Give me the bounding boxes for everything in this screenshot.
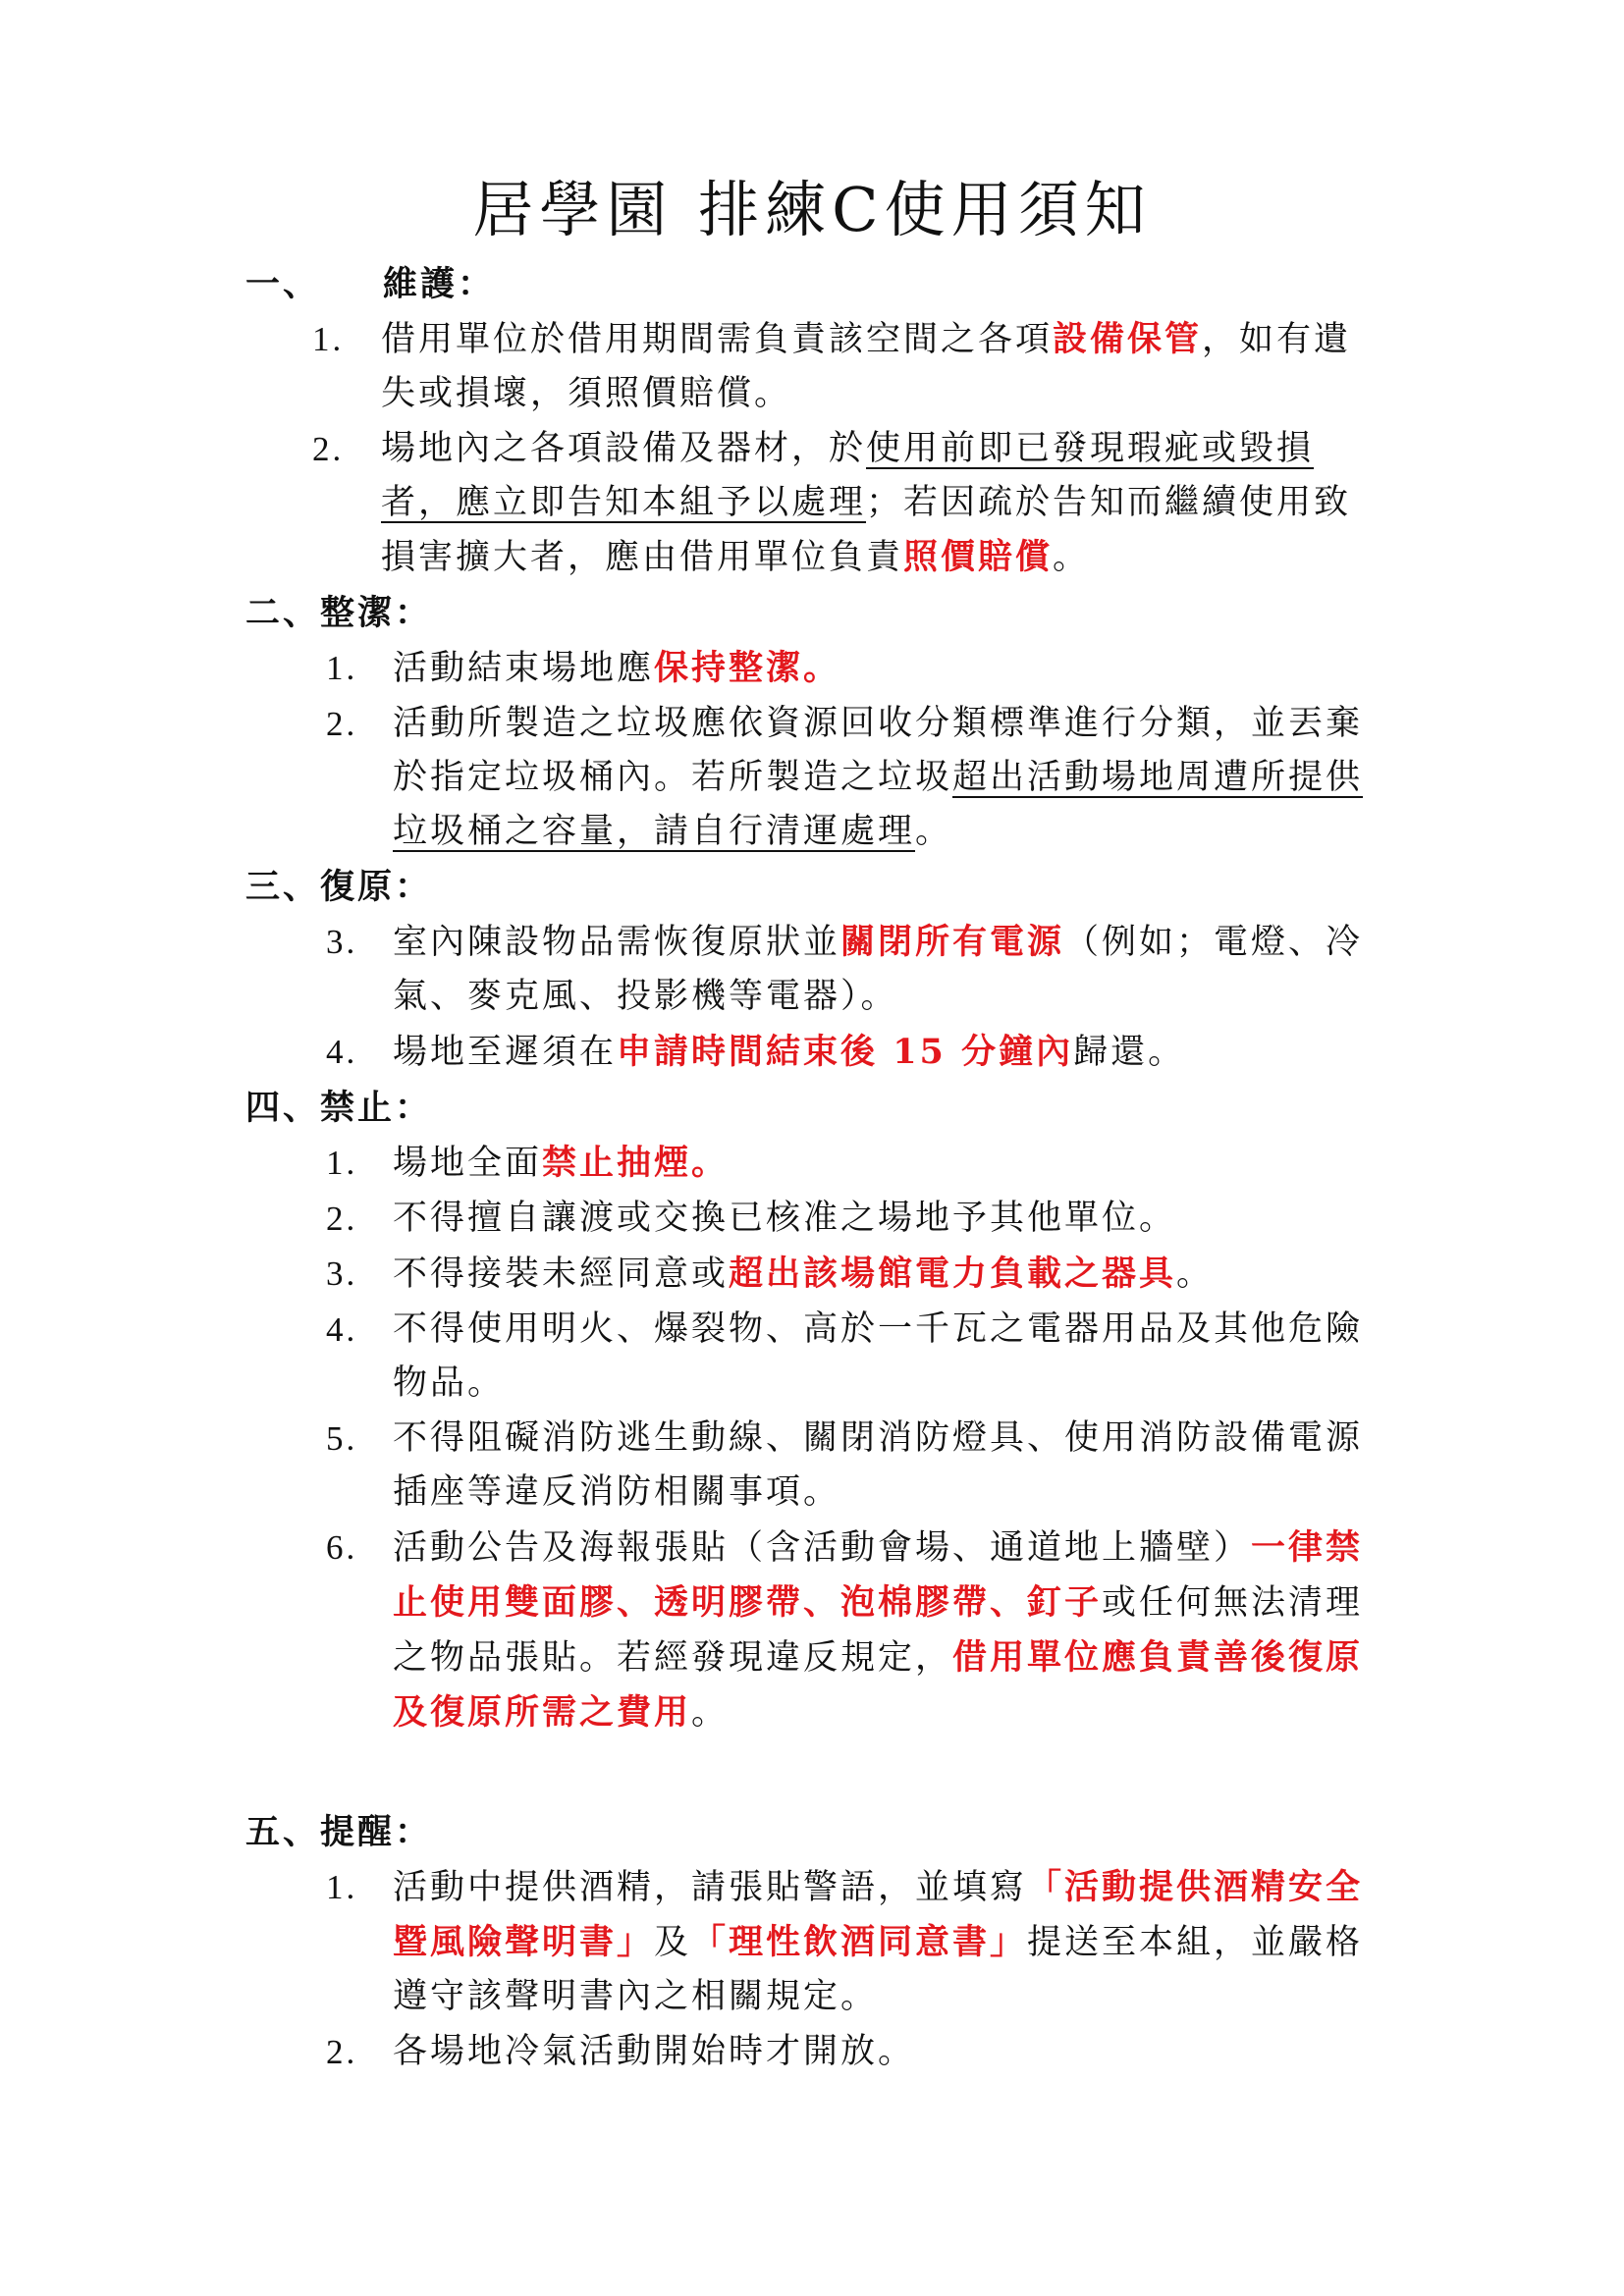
text-run: 。 [915,812,953,851]
text-run: 歸還。 [1073,1033,1186,1072]
list-item [245,1025,1384,1080]
text-run: 或任何無法清理之物品張貼。若經發現違反規定， [393,1583,1364,1678]
text-run: 場地至遲須在 [393,1033,618,1072]
text-run: 室內陳設物品需恢復原狀並 [393,923,841,962]
list-item [245,2025,1384,2079]
text-run: 活動中提供酒精，請張貼警語，並填寫 [393,1868,1028,1907]
item-text [393,649,840,688]
document-body [245,257,1384,2080]
section-reminders [245,1805,1384,2079]
list-item [245,422,1384,585]
item-number: 2. [312,430,345,468]
emphasis-text: 「活動提供酒精安全暨風險聲明書」 [393,1867,1364,1962]
item-number: 1. [326,649,358,687]
item-text [393,1199,1176,1238]
section-heading [245,586,1384,640]
section-title: 維護： [383,264,496,304]
item-text [393,1255,1214,1294]
item-text [393,1418,1363,1512]
text-run: 活動所製造之垃圾應依資源回收分類標準進行分類，並丟棄於指定垃圾桶內。若所製造之垃圾 [393,704,1364,797]
list-item [245,1192,1384,1246]
item-number: 2. [326,705,358,743]
list-item [245,1521,1384,1740]
emphasis-text: 超出該場館電力負載之器具 [729,1254,1177,1294]
section-heading [245,1081,1384,1135]
text-run: 。 [1053,538,1091,577]
text-run: 不得阻礙消防逃生動線、關閉消防燈具、使用消防設備電源插座等違反消防相關事項。 [393,1418,1364,1512]
item-text [393,704,1363,851]
text-run: 不得接裝未經同意或 [393,1255,730,1294]
section-number: 三、 [245,867,321,907]
text-run: 提送至本組，並嚴格遵守該聲明書內之相關規定。 [393,1923,1364,2016]
section-spacer [245,1741,1384,1805]
item-number: 4. [326,1033,358,1071]
section-heading [245,257,1384,311]
list-item [245,1303,1384,1411]
item-number: 1. [326,1868,358,1906]
section-maintenance [245,257,1384,585]
section-number: 二、 [245,593,321,633]
text-run: 及 [654,1923,692,1962]
emphasis-text: 申請時間結束後 15 分鐘內 [617,1032,1074,1072]
item-number: 6. [326,1528,358,1567]
text-run: 活動公告及海報張貼（含活動會場、通道地上牆壁） [393,1528,1252,1568]
emphasis-text: 照價賠償 [903,537,1054,577]
underlined-text: 使用前即已發現瑕疵或毀損者，應立即告知本組予以處理 [381,429,1315,522]
underlined-text: 超出活動場地周遭所提供垃圾桶之容量，請自行清運處理 [393,758,1364,851]
emphasis-text: 一律禁止使用雙面膠、透明膠帶、泡棉膠帶、釘子 [393,1527,1364,1623]
list-item [245,1136,1384,1191]
text-run: 各場地冷氣活動開始時才開放。 [393,2032,916,2071]
item-text [393,2032,915,2071]
text-run: ；若因疏於告知而繼續使用致損害擴大者，應由借用單位負責 [381,483,1352,577]
text-run: （例如；電燈、冷氣、麥克風、投影機等電器）。 [393,923,1364,1016]
text-run: 。 [691,1693,730,1733]
text-run: 活動結束場地應 [393,649,655,688]
list-item [245,641,1384,696]
list-item [245,312,1384,421]
item-number: 2. [326,2033,358,2071]
item-number: 1. [326,1144,358,1182]
section-title: 提醒： [320,1812,433,1852]
item-text [393,1868,1363,2016]
text-run: 借用單位於借用期間需負責該空間之各項 [381,320,1054,359]
section-number: 五、 [245,1812,321,1852]
text-run: 不得使用明火、爆裂物、高於一千瓦之電器用品及其他危險物品。 [393,1309,1364,1403]
text-run: 場地全面 [393,1144,543,1183]
section-cleanliness [245,586,1384,859]
section-number: 一、 [245,264,321,304]
section-title: 復原： [320,867,433,907]
text-run: 。 [1176,1255,1215,1294]
section-title: 禁止： [320,1088,433,1128]
section-title: 整潔： [320,593,433,633]
text-run: 場地內之各項設備及器材，於 [381,429,867,468]
section-number: 四、 [245,1088,321,1128]
item-text [393,1528,1363,1733]
emphasis-text: 關閉所有電源 [840,922,1065,962]
item-number: 3. [326,923,358,961]
item-number: 2. [326,1200,358,1238]
page-title: 居學園 排練C使用須知 [472,173,1152,245]
emphasis-text: 「理性飲酒同意書」 [691,1922,1028,1962]
section-heading [245,860,1384,914]
section-restoration [245,860,1384,1080]
item-number: 1. [312,320,345,358]
text-run: 不得擅自讓渡或交換已核准之場地予其他單位。 [393,1199,1177,1238]
list-item [245,697,1384,859]
item-text [393,1144,729,1183]
item-text [393,923,1363,1016]
item-number: 3. [326,1255,358,1293]
section-heading [245,1805,1384,1859]
list-item [245,915,1384,1024]
text-run: ，如有遺失或損壞，須照價賠償。 [381,320,1352,413]
emphasis-text: 借用單位應負責善後復原及復原所需之費用 [393,1637,1364,1733]
item-text [381,429,1351,577]
list-item [245,1860,1384,2024]
list-item [245,1412,1384,1520]
item-text [393,1033,1185,1072]
item-number: 5. [326,1419,358,1458]
item-text [381,320,1351,413]
emphasis-text: 設備保管 [1053,319,1203,359]
item-text [393,1309,1363,1403]
emphasis-text: 保持整潔。 [654,648,841,688]
list-item [245,1247,1384,1302]
section-prohibitions [245,1081,1384,1740]
emphasis-text: 禁止抽煙。 [542,1143,730,1183]
item-number: 4. [326,1310,358,1349]
